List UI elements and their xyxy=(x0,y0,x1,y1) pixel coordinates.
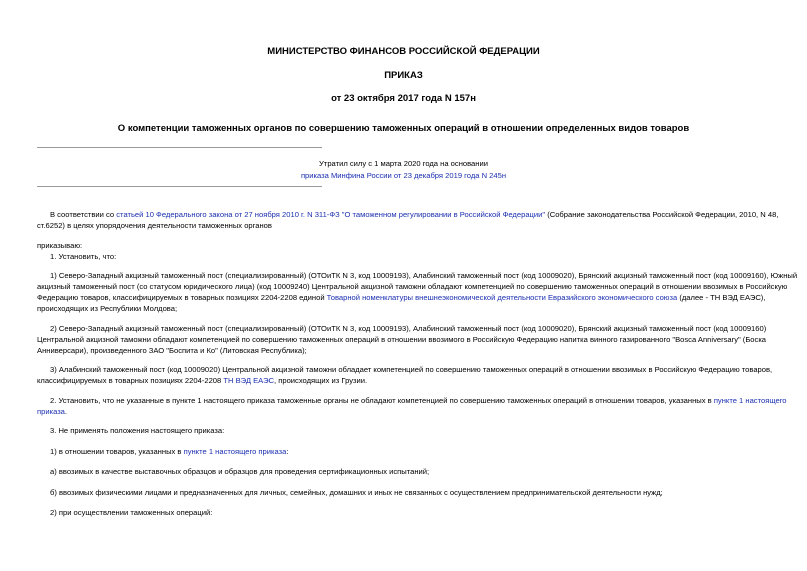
document-title: О компетенции таможенных органов по совершению таможенных операций в отношении определенных видов товаров xyxy=(117,123,690,134)
date-line: от 23 октября 2017 года N 157н xyxy=(331,93,476,104)
preamble-line2: ст.6252) в целях упорядочения деятельности таможенных органов xyxy=(37,221,272,230)
bottom-divider xyxy=(37,186,322,187)
p1-line2: акцизный таможенный пост (со статусом юридического лица) (код 10009240) Центральной акцизной таможни обладают компетенцией по совершению таможенных операций в отношении ввозимых в Российскую xyxy=(37,282,788,291)
top-divider xyxy=(37,147,322,148)
text: классифицируемых в товарных позициях 2204-2208 xyxy=(37,376,224,385)
text: (Собрание законодательства Российской Федерации, 2010, N 48, xyxy=(545,210,779,219)
tn-ved-link[interactable]: Товарной номенклатуры внешнеэкономической деятельности Евразийского экономического союза xyxy=(326,293,678,302)
item2-line2 xyxy=(37,406,807,417)
p2-line2: Центральной акцизной таможни обладают компетенцией по совершению таможенных операций в отношении ввозимого в Российскую Федерацию напитка винного газированного "Bosca Anniversary" (Боска xyxy=(37,335,767,344)
text: , происходящих из Грузии. xyxy=(274,376,368,385)
doc-type-heading: ПРИКАЗ xyxy=(384,70,423,81)
ministry-heading: МИНИСТЕРСТВО ФИНАНСОВ РОССИЙСКОЙ ФЕДЕРАЦИИ xyxy=(267,46,540,57)
item2-line1 xyxy=(50,395,807,406)
sub-item-2: 2) при осуществлении таможенных операций: xyxy=(50,508,213,517)
tn-ved-eaes-link[interactable]: ТН ВЭД ЕАЭС xyxy=(223,376,275,385)
p3-line1: 3) Алабинский таможенный пост (код 10009020) Центральной акцизной таможни обладает компетенцией по совершению таможенных операций в отношении ввозимых в Российскую Федерацию товаров, xyxy=(50,365,773,374)
item1-ref-link-2[interactable]: пункте 1 настоящего приказа xyxy=(183,447,287,456)
preamble-line1 xyxy=(50,209,807,220)
text: 2. Установить, что не указанные в пункте 1 настоящего приказа таможенные органы не обладают компетенцией по совершению таможенных операций в отношении товаров, указанных в xyxy=(50,396,714,405)
text: : xyxy=(286,447,289,456)
p1-line3 xyxy=(37,292,807,303)
text: 1) в отношении товаров, указанных в xyxy=(50,447,184,456)
text: . xyxy=(64,407,68,416)
sub-item-1 xyxy=(50,446,807,457)
p2-line1: 2) Северо-Западный акцизный таможенный пост (специализированный) (ОТОиТК N 3, код 10009193), Алабинский таможенный пост (код 10009020), Брянский акцизный таможенный пост (код 10009160) xyxy=(50,324,767,333)
item1-ref-link-cont[interactable]: приказа xyxy=(37,407,65,416)
item-3: 3. Не применять положения настоящего приказа: xyxy=(50,426,225,435)
text: В соответствии со xyxy=(50,210,117,219)
p3-line2 xyxy=(37,375,807,386)
item-1: 1. Установить, что: xyxy=(50,252,117,261)
text: (далее - ТН ВЭД ЕАЭС), xyxy=(677,293,766,302)
item1-ref-link[interactable]: пункте 1 настоящего xyxy=(713,396,787,405)
p1-line1: 1) Северо-Западный акцизный таможенный пост (специализированный) (ОТОиТК N 3, код 10009193), Алабинский таможенный пост (код 10009020), Брянский акцизный таможенный пост (код 10009160), Южный xyxy=(50,271,798,280)
law-link[interactable]: статьей 10 Федерального закона от 27 ноября 2010 г. N 311-ФЗ "О таможенном регулировании в Российской Федерации" xyxy=(116,210,546,219)
repeal-notice-link[interactable]: приказа Минфина России от 23 декабря 2019 года N 245н xyxy=(300,171,507,180)
text: Федерацию товаров, классифицируемых в товарных позициях 2204-2208 единой xyxy=(37,293,327,302)
order-word: приказываю: xyxy=(37,241,83,250)
sub-item-a: а) ввозимых в качестве выставочных образцов и образцов для проведения сертификационных испытаний; xyxy=(50,467,430,476)
sub-item-b: б) ввозимых физическими лицами и предназначенных для личных, семейных, домашних и иных не связанных с осуществлением предпринимательской деятельности нужд; xyxy=(50,488,663,497)
p1-line4: происходящих из Республики Молдова; xyxy=(37,304,178,313)
p2-line3: Анниверсари), произведенного ЗАО "Боспита и Ко" (Литовская Республика); xyxy=(37,346,307,355)
repeal-notice-line1: Утратил силу с 1 марта 2020 года на основании xyxy=(319,159,488,168)
